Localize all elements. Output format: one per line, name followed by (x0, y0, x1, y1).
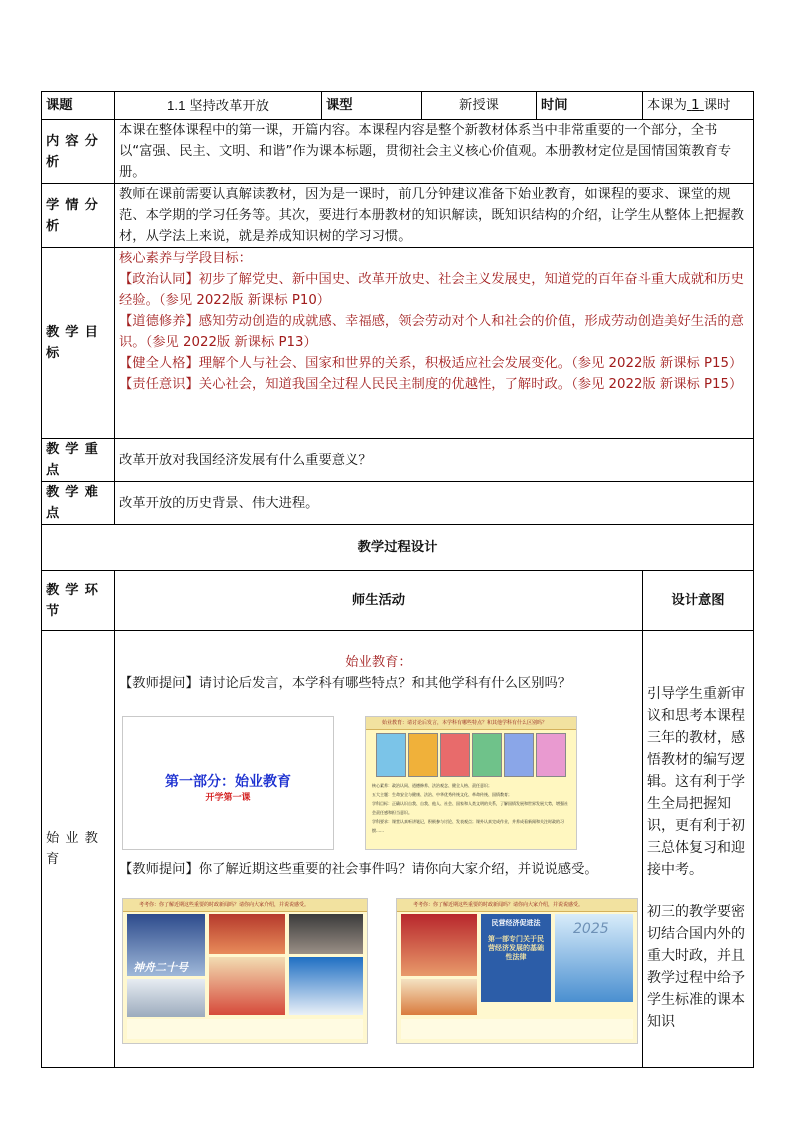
teacher-question-2: 【教师提问】你了解近期这些重要的社会事件吗？请你向大家介绍，并说说感受。 (119, 862, 598, 877)
textbook-cover-image (472, 733, 502, 777)
student-analysis-row (42, 184, 754, 248)
goal-item: 【道德修养】感知劳动创造的成就感、幸福感，领会劳动对个人和社会的价值，形成劳动创造美好生活的意识。（参见 2022版 新课标 P13） (119, 314, 744, 350)
textbook-cover-image (504, 733, 534, 777)
difficulty-text: 改革开放的历史背景、伟大进程。 (115, 482, 754, 525)
stage-name: 始业教育 (42, 631, 115, 1068)
topic-value: 1.1 坚持改革开放 (115, 92, 322, 120)
slide-current-events-2 (396, 898, 638, 1044)
event-photo (209, 914, 285, 954)
event-photo (209, 957, 285, 1015)
event-photo (289, 914, 363, 954)
slide-title-text: 第一部分：始业教育 (165, 774, 291, 790)
slide-notes: 核心素养：政治认同、道德修养、法治观念、健全人格、责任意识； 五大主题：生命安全与健康、法治、中华优秀传统文化、革命传统、国情教育； 学科目标：正确认识自我、自我、他人、社会、国家和人类文明的关系，了解国情发展和世界发展大势，增强社会责任感和担当意识。 学科要求：课堂认真听讲笔记，积极参与讨论、发表观点；课外认真完成作业，并养成看新闻和关注时政的习惯…… (372, 783, 568, 833)
goal-item: 【健全人格】理解个人与社会、国家和世界的关系，积极适应社会发展变化。（参见 2022版 新课标 P15） (119, 356, 743, 371)
type-label: 课型 (322, 92, 422, 120)
mission-name: 神舟二十号 (133, 961, 188, 974)
intent-text-2: 初三的教学要密切结合国内外的重大时政，并且教学过程中给予学生标准的课本知识 (647, 904, 745, 1030)
textbook-cover-image (376, 733, 406, 777)
caption-strip (127, 1019, 363, 1039)
slide-title-orientation (122, 716, 334, 850)
textbook-cover-image (408, 733, 438, 777)
period-suffix: 课时 (703, 98, 731, 113)
intent-text-1: 引导学生重新审议和思考本课程三年的教材，感悟教材的编写逻辑。这有利于学生全局把握知识，更有利于初三总体复习和迎接中考。 (647, 686, 745, 878)
goal-item: 【责任意识】关心社会，知道我国全过程人民民主制度的优越性，了解时政。（参见 2022版 新课标 P15） (119, 377, 743, 392)
period-cell (643, 92, 754, 120)
orientation-heading: 始业教育： (345, 655, 412, 670)
textbook-cover-image (536, 733, 566, 777)
process-title: 教学过程设计 (42, 525, 754, 571)
activity-column-header: 师生活动 (115, 571, 643, 631)
slide-subject-features (365, 716, 577, 850)
textbook-cover-image (440, 733, 470, 777)
header-row (42, 92, 754, 120)
slide-banner: 考考你：你了解近期这些重要的时政新闻吗？请你向大家介绍，并说说感受。 (397, 899, 637, 912)
teacher-question-1: 【教师提问】请讨论后发言，本学科有哪些特点？和其他学科有什么区别吗？ (119, 676, 572, 691)
event-photo (289, 957, 363, 1015)
topic-label: 课题 (42, 92, 115, 120)
difficulty-label: 教学难点 (42, 482, 115, 525)
type-value: 新授课 (422, 92, 537, 120)
intent-cell (643, 631, 754, 1068)
goals-cell (115, 248, 754, 439)
slide-banner: 考考你：你了解近期这些重要的时政新闻吗？请你向大家介绍，并说说感受。 (123, 899, 367, 912)
key-point-row (42, 439, 754, 482)
slide-banner: 始业教育：请讨论后发言，本学科有哪些特点？和其他学科有什么区别吗？ (366, 717, 576, 730)
content-analysis-label: 内容分析 (42, 120, 115, 184)
period-number: 1 (691, 98, 700, 113)
goals-intro: 核心素养与学段目标： (119, 251, 252, 266)
event-photo (127, 979, 205, 1017)
content-analysis-text: 本课在整体课程中的第一课，开篇内容。本课程内容是整个新教材体系当中非常重要的一个部分，全书以“富强、民主、文明、和谐”作为课本标题，贯彻社会主义核心价值观。本册教材定位是国情国策教育专册。 (115, 120, 754, 184)
intent-column-header: 设计意图 (643, 571, 754, 631)
goals-label: 教学目标 (42, 248, 115, 439)
difficulty-row (42, 482, 754, 525)
student-analysis-label: 学情分析 (42, 184, 115, 248)
year-text: 2025 (573, 921, 609, 937)
caption-strip (401, 1019, 633, 1039)
period-prefix: 本课为 (647, 98, 687, 113)
law-title: 民营经济促进法 (491, 919, 541, 927)
student-analysis-text: 教师在课前需要认真解读教材，因为是一课时，前几分钟建议准备下始业教育，如课程的要求、课堂的规范、本学期的学习任务等。其次，要进行本册教材的知识解读，既知识结构的介绍，让学生从整体上把握教材，从学法上来说，就是养成知识树的学习习惯。 (115, 184, 754, 248)
slide-subtitle-text: 开学第一课 (205, 793, 251, 803)
meeting-photo (401, 914, 477, 976)
time-label: 时间 (537, 92, 643, 120)
key-point-label: 教学重点 (42, 439, 115, 482)
stage-column-header: 教学环节 (42, 571, 115, 631)
process-header-row (42, 571, 754, 631)
event-photo (401, 979, 477, 1015)
key-point-text: 改革开放对我国经济发展有什么重要意义？ (115, 439, 754, 482)
goals-row (42, 248, 754, 439)
slide-current-events-1 (122, 898, 368, 1044)
goal-item: 【政治认同】初步了解党史、新中国史、改革开放史、社会主义发展史，知道党的百年奋斗重大成就和历史经验。（参见 2022版 新课标 P10） (119, 272, 744, 308)
content-analysis-row (42, 120, 754, 184)
law-book-text: 第一部专门关于民营经济发展的基础性法律 (488, 935, 544, 961)
process-title-row (42, 525, 754, 571)
